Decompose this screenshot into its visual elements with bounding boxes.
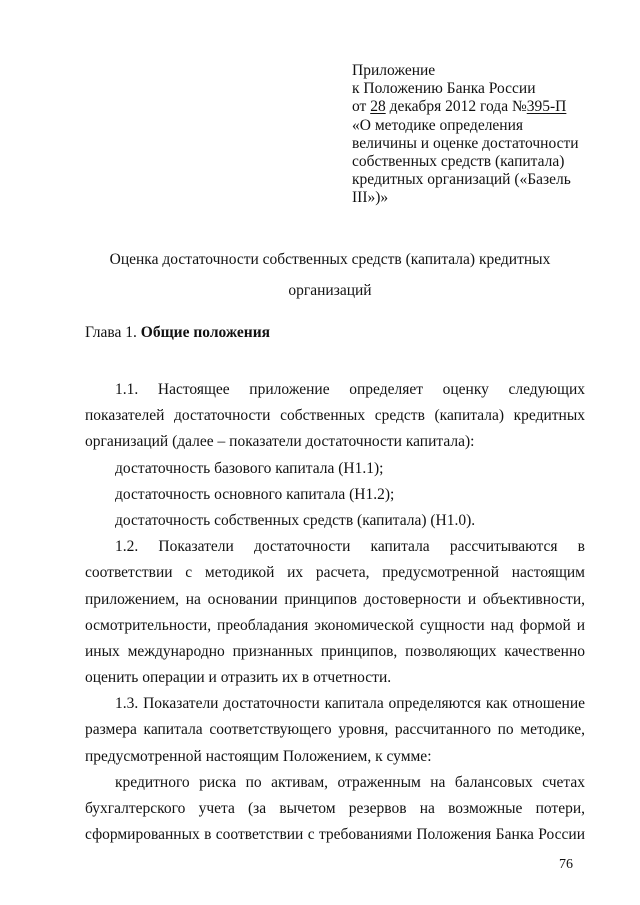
- text-line: достаточность основного капитала (Н1.2);: [115, 485, 395, 503]
- appendix-line: кредитных организаций («Базель: [352, 171, 571, 189]
- appendix-header: [352, 62, 602, 208]
- appendix-line: к Положению Банка России: [352, 80, 536, 98]
- document-title: [60, 244, 600, 306]
- text-line: соответствии с методикой их расчета, предусмотренной настоящим: [85, 564, 585, 582]
- text-line: предусмотренной настоящим Положением, к сумме:: [85, 747, 432, 765]
- appendix-date-mid: декабря 2012 года №: [385, 98, 527, 116]
- text-line: иных международно признанных принципов, позволяющих качественно: [85, 642, 585, 660]
- chapter-heading: [85, 324, 270, 342]
- text-line: 1.1. Настоящее приложение определяет оценку следующих: [115, 381, 585, 398]
- body-text: [85, 377, 585, 848]
- chapter-prefix: Глава 1.: [85, 324, 141, 341]
- title-line: организаций: [288, 282, 372, 299]
- chapter-name: Общие положения: [140, 324, 271, 341]
- text-line: 1.3. Показатели достаточности капитала определяются как отношение: [115, 695, 585, 713]
- appendix-line: собственных средств (капитала): [352, 153, 565, 171]
- text-line: организаций (далее – показатели достаточности капитала):: [85, 433, 475, 451]
- text-line: показателей достаточности собственных средств (капитала) кредитных: [85, 407, 585, 425]
- appendix-number: 395-П: [526, 98, 567, 116]
- text-line: приложением, на основании принципов достоверности и объективности,: [85, 590, 585, 608]
- appendix-line: Приложение: [352, 62, 436, 79]
- appendix-date-line: [352, 98, 602, 116]
- text-line: осмотрительности, преобладания экономической сущности над формой и: [85, 616, 585, 634]
- text-line: достаточность базового капитала (Н1.1);: [115, 459, 384, 477]
- appendix-line: величины и оценке достаточности: [352, 134, 579, 152]
- title-line: Оценка достаточности собственных средств (капитала) кредитных: [109, 251, 551, 268]
- appendix-date-prefix: от: [352, 98, 371, 116]
- text-line: оценить операции и отразить их в отчетности.: [85, 669, 392, 687]
- appendix-line: «О методике определения: [352, 116, 524, 134]
- text-line: кредитного риска по активам, отраженным на балансовых счетах: [115, 773, 585, 791]
- text-line: достаточность собственных средств (капитала) (Н1.0).: [115, 511, 476, 529]
- appendix-day: 28: [370, 98, 386, 116]
- page-number: 76: [559, 857, 573, 872]
- text-line: сформированных в соответствии с требованиями Положения Банка России: [85, 826, 585, 844]
- appendix-line: III»)»: [352, 189, 389, 207]
- text-line: 1.2. Показатели достаточности капитала рассчитываются в: [115, 538, 585, 556]
- text-line: размера капитала соответствующего уровня, рассчитанного по методике,: [85, 721, 585, 739]
- text-line: бухгалтерского учета (за вычетом резервов на возможные потери,: [85, 800, 585, 817]
